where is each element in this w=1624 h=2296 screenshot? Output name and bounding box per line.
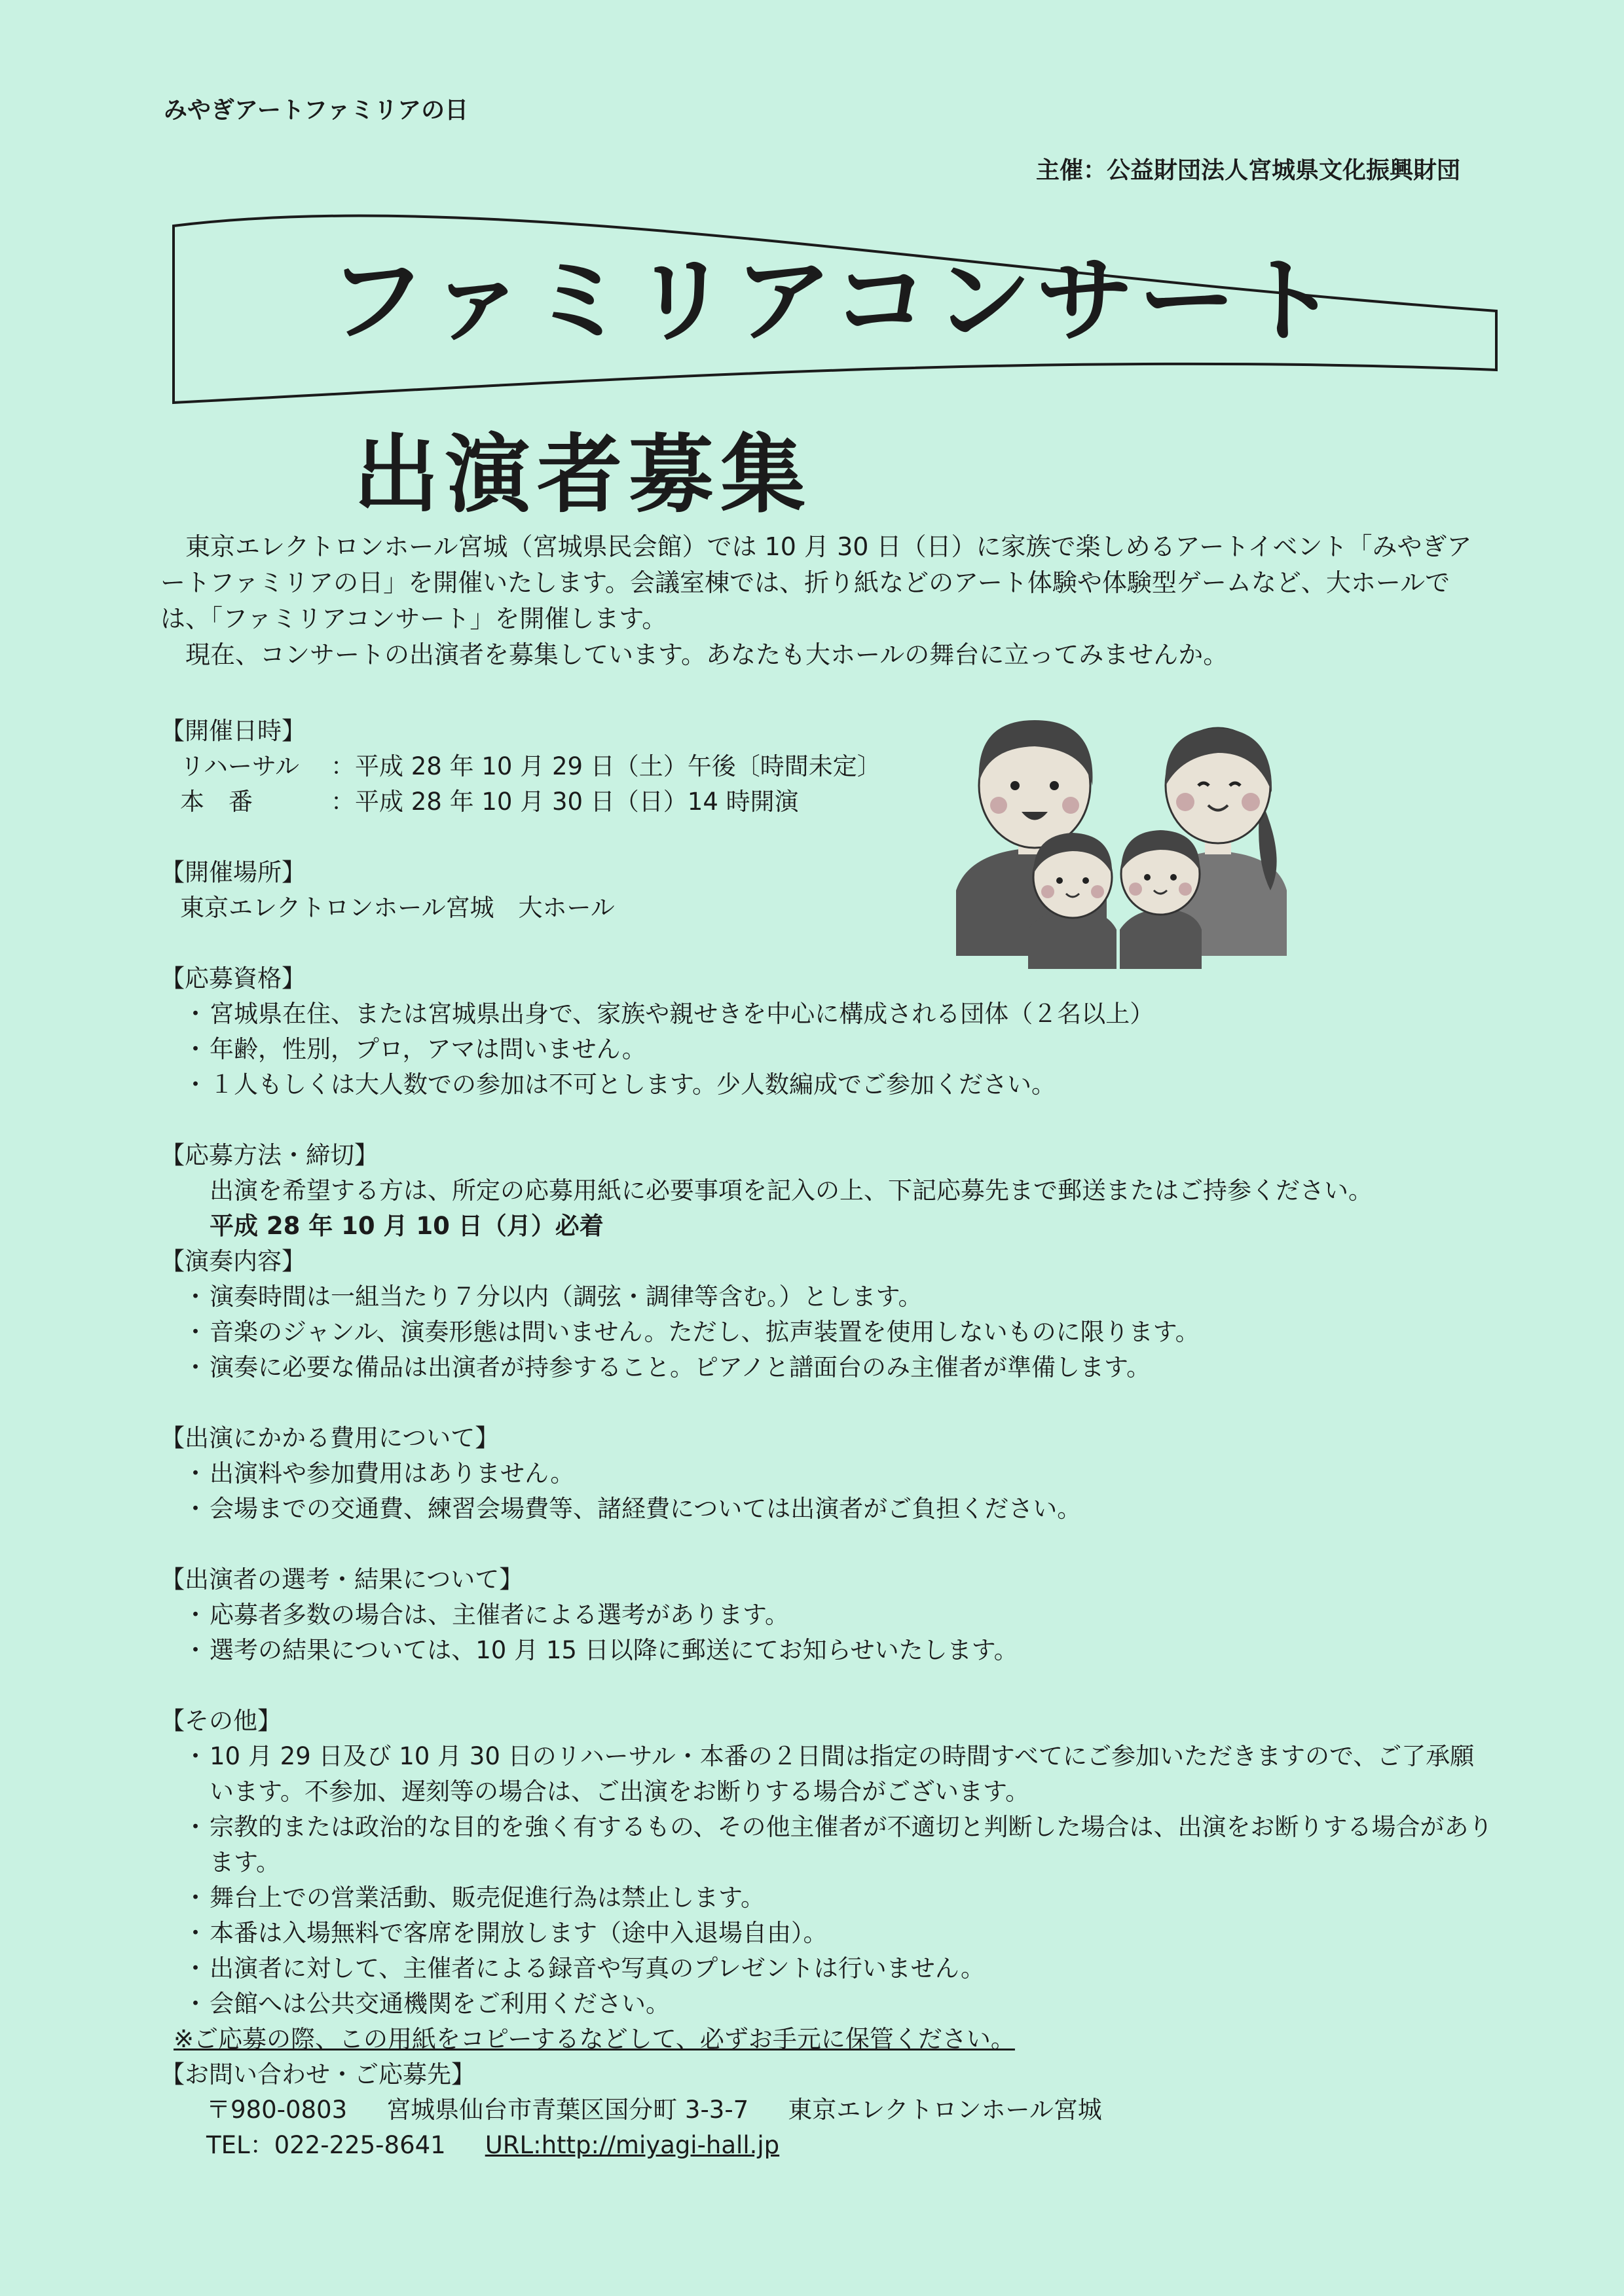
section-eligibility [160, 961, 1496, 1102]
show-label: 本 番 [180, 788, 253, 816]
selection-heading: 【出演者の選考・結果について】 [160, 1565, 524, 1594]
section-other [160, 1704, 1496, 2057]
event-series-label: みやぎアートファミリアの日 [164, 97, 469, 124]
application-text: 出演を希望する方は、所定の応募用紙に必要事項を記入の上、下記応募先まで郵送またはご持参ください。 [210, 1176, 1373, 1205]
section-contact [160, 2057, 1496, 2163]
list-item: ・ 年齢，性別，プロ，アマは問いません。 [183, 1035, 646, 1063]
section-performance [160, 1244, 1496, 1385]
schedule-heading: 【開催日時】 [160, 717, 306, 745]
venue-heading: 【開催場所】 [160, 858, 306, 886]
application-heading: 【応募方法・締切】 [160, 1141, 378, 1169]
venue-value: 東京エレクトロンホール宮城 大ホール [180, 894, 615, 922]
application-deadline: 平成 28 年 10 月 10 日（月）必着 [210, 1212, 604, 1240]
list-item: ・ 出演料や参加費用はありません。 [183, 1459, 575, 1487]
sub-title: 出演者募集 [354, 425, 813, 524]
show-date: ：平成 28 年 10 月 30 日（日）14 時開演 [331, 788, 799, 816]
list-item: ・ 宮城県在住、または宮城県出身で、家族や親せきを中心に構成される団体（２名以上） [183, 1000, 1154, 1028]
eligibility-heading: 【応募資格】 [160, 964, 306, 993]
section-application [160, 1138, 1496, 1244]
details [160, 714, 1496, 2163]
list-item: ・ 本番は入場無料で客席を開放します（途中入退場自由）。 [183, 1919, 828, 1947]
contact-address-line [160, 2092, 1496, 2128]
other-heading: 【その他】 [160, 1707, 282, 1735]
address: 宮城県仙台市青葉区国分町 3-3-7 [386, 2096, 749, 2124]
list-item: ・ 会場までの交通費、練習会場費等、諸経費については出演者がご負担ください。 [183, 1495, 1082, 1523]
list-item: ・ 宗教的または政治的な目的を強く有するもの、その他主催者が不適切と判断した場合は、出演をお断りする場合があります。 [183, 1813, 1493, 1876]
intro-text [160, 529, 1490, 673]
rehearsal-label: リハーサル [180, 752, 300, 780]
organizer-label: 主催：公益財団法人宮城県文化振興財団 [1035, 157, 1460, 184]
contact-org: 東京エレクトロンホール宮城 [788, 2096, 1102, 2124]
list-item: ・ 演奏時間は一組当たり７分以内（調弦・調律等含む。）とします。 [183, 1283, 923, 1311]
performance-heading: 【演奏内容】 [160, 1247, 306, 1275]
rehearsal-row [160, 749, 1496, 784]
copy-notice: ※ご応募の際、この用紙をコピーするなどして、必ずお手元に保管ください。 [174, 2025, 1015, 2053]
list-item: ・ 会館へは公共交通機関をご利用ください。 [183, 1990, 670, 2018]
list-item: ・ 応募者多数の場合は、主催者による選考があります。 [183, 1601, 790, 1629]
list-item: ・ 演奏に必要な備品は出演者が持参すること。ピアノと譜面台のみ主催者が準備します。 [183, 1353, 1151, 1381]
list-item: ・ 出演者に対して、主催者による録音や写真のプレゼントは行いません。 [183, 1954, 985, 1982]
contact-heading: 【お問い合わせ・ご応募先】 [160, 2060, 475, 2088]
list-item: ・ 10 月 29 日及び 10 月 30 日のリハーサル・本番の２日間は指定の時間すべてにご参加いただきますので、ご了承願います。不参加、遅刻等の場合は、ご出演をお断りする場合がございます。 [183, 1742, 1475, 1806]
section-costs [160, 1421, 1496, 1527]
section-selection [160, 1562, 1496, 1668]
list-item: ・ 音楽のジャンル、演奏形態は問いません。ただし、拡声装置を使用しないものに限ります。 [183, 1318, 1200, 1346]
intro-paragraph: 現在、コンサートの出演者を募集しています。あなたも大ホールの舞台に立ってみませんか。 [185, 640, 1228, 669]
contact-tel-line [160, 2128, 1496, 2163]
main-title: ファミリアコンサート [327, 247, 1342, 355]
list-item: ・ 選考の結果については、10 月 15 日以降に郵送にてお知らせいたします。 [183, 1636, 1018, 1664]
section-schedule [160, 714, 1496, 820]
contact-tel: TEL：022-225-8641 [206, 2131, 446, 2159]
contact-url-link[interactable]: URL:http://miyagi-hall.jp [485, 2131, 780, 2159]
rehearsal-date: ：平成 28 年 10 月 29 日（土）午後〔時間未定〕 [331, 752, 881, 780]
postal-code: 〒980-0803 [206, 2096, 348, 2124]
list-item: ・ １人もしくは大人数での参加は不可とします。少人数編成でご参加ください。 [183, 1070, 1056, 1099]
costs-heading: 【出演にかかる費用について】 [160, 1424, 500, 1452]
list-item: ・ 舞台上での営業活動、販売促進行為は禁止します。 [183, 1884, 766, 1912]
intro-paragraph: 東京エレクトロンホール宮城（宮城県民会館）では 10 月 30 日（日）に家族で楽しめるアートイベント「みやぎアートファミリアの日」を開催いたします。会議室棟では、折り紙などのアート体験や体験型ゲームなど、大ホールでは、「ファミリアコンサート」を開催します。 [160, 532, 1472, 633]
show-row [160, 784, 1496, 820]
section-venue [160, 855, 1496, 926]
